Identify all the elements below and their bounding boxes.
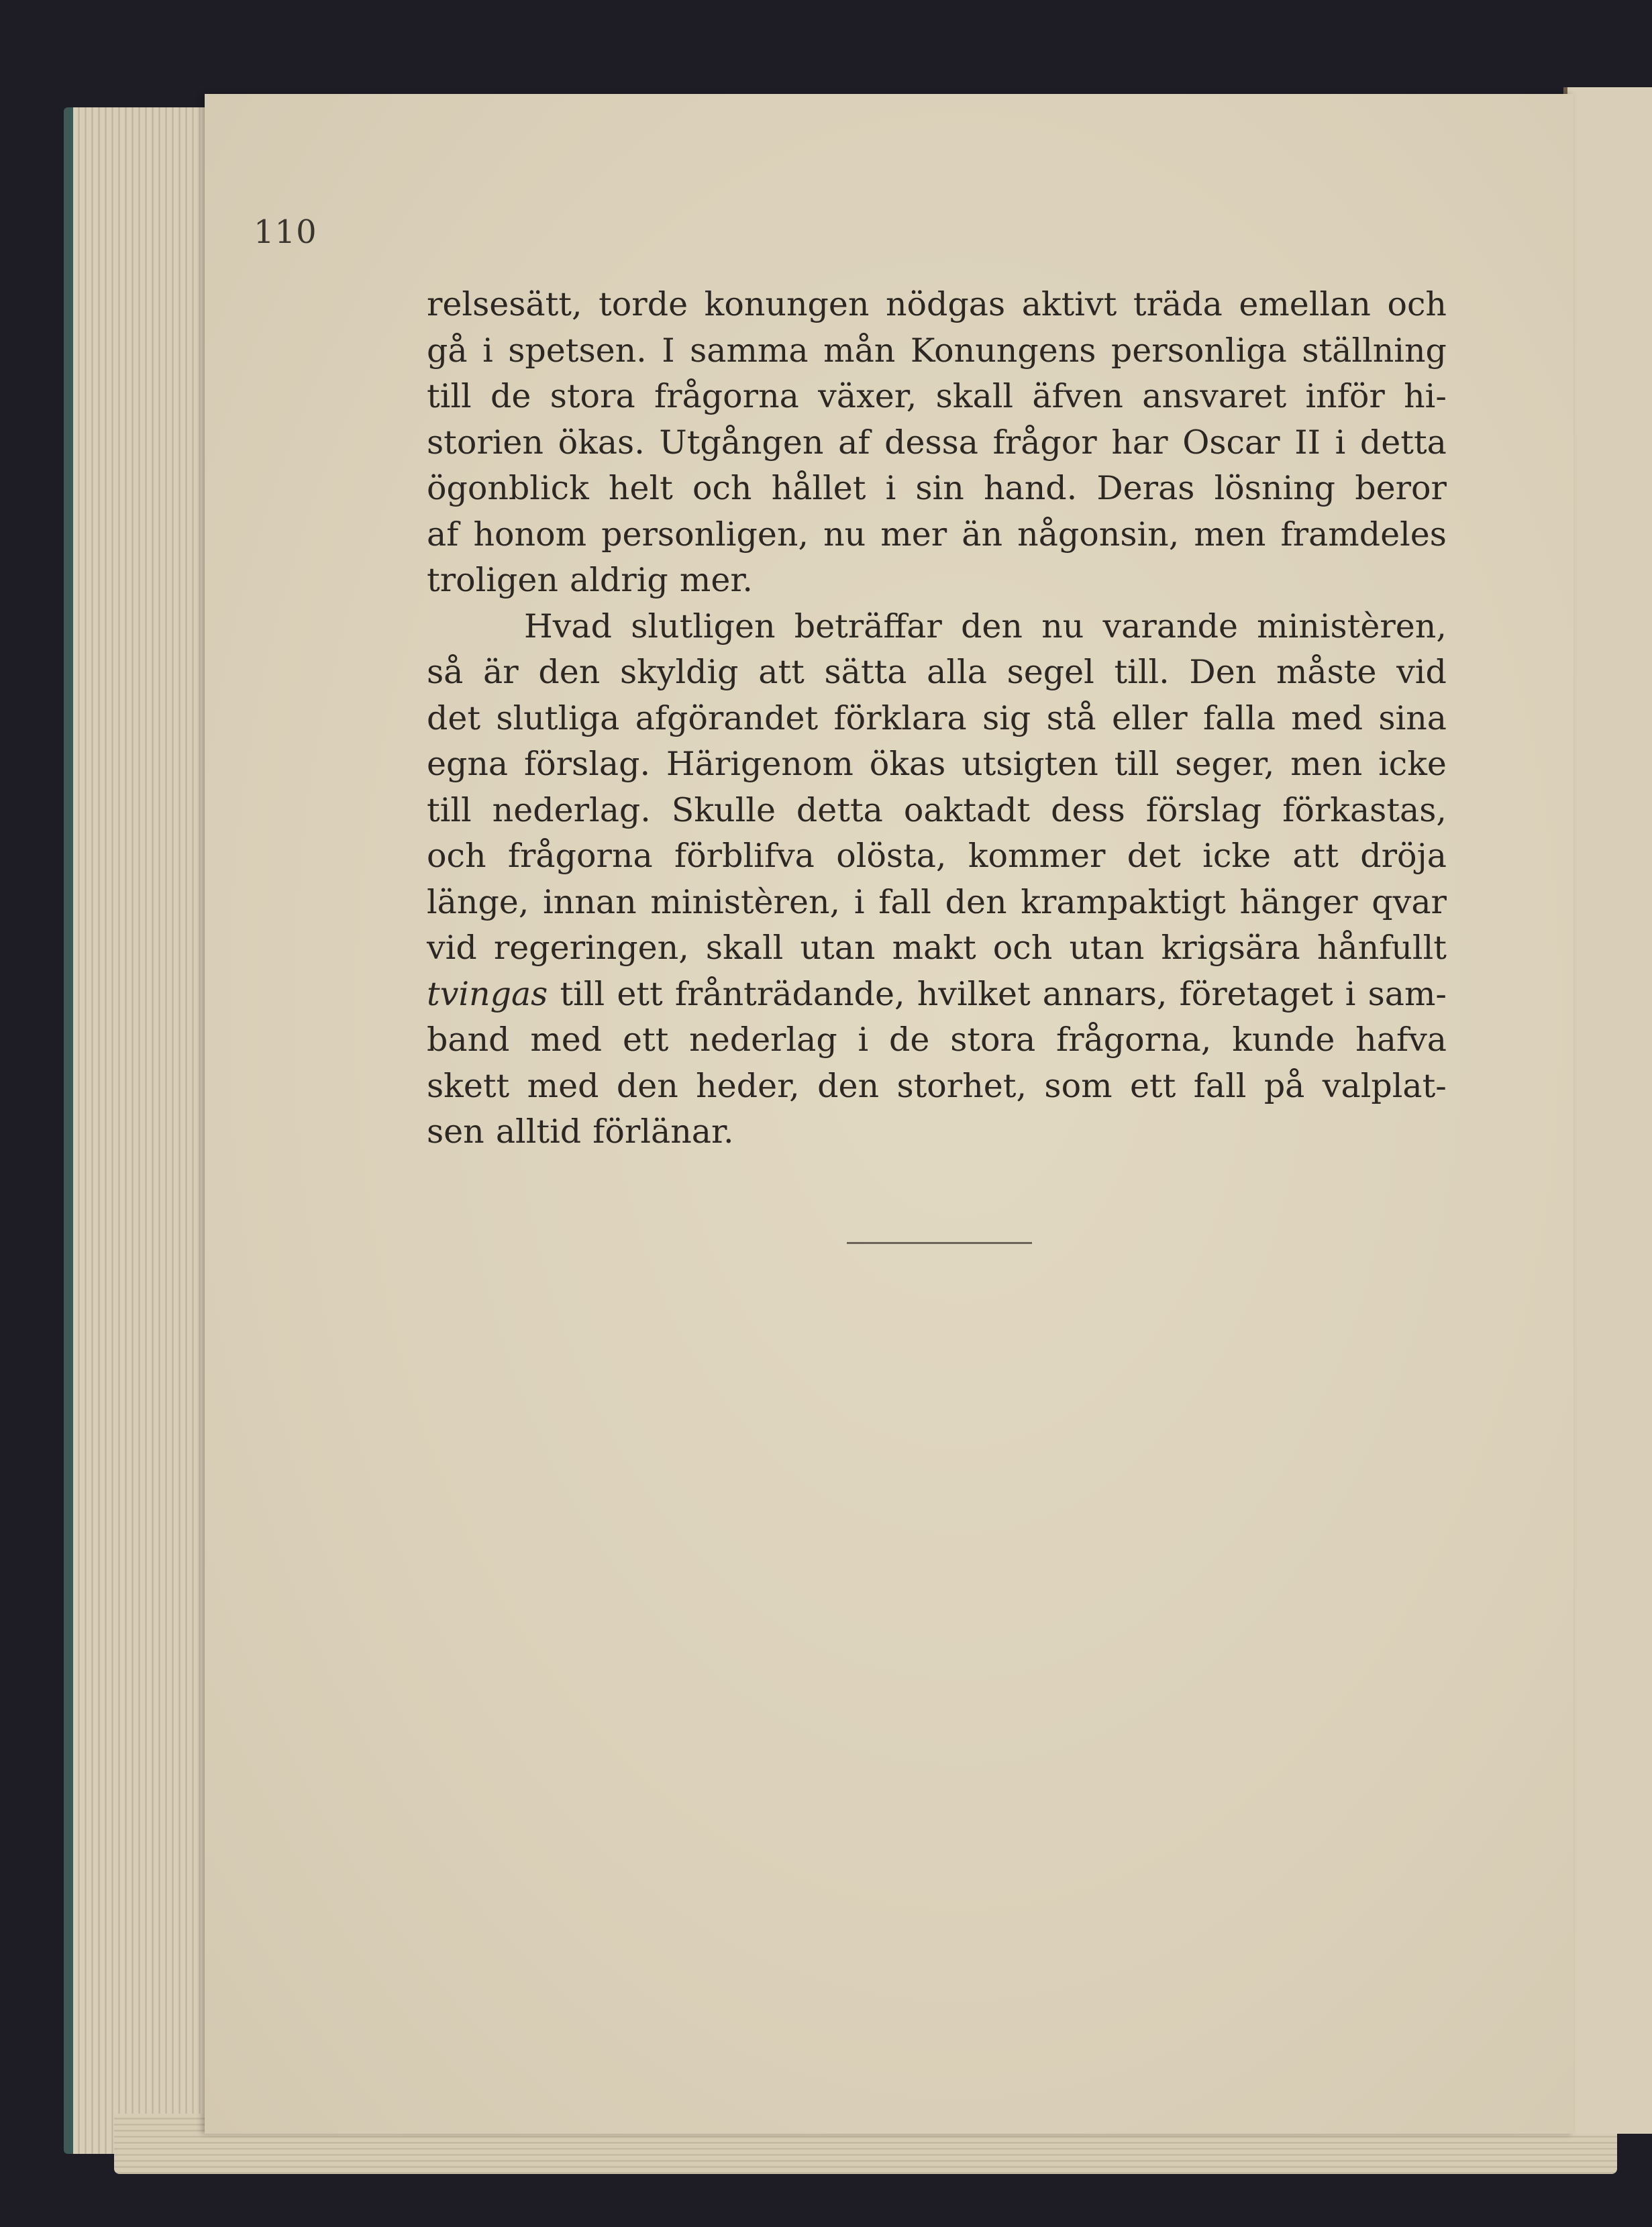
body-text	[427, 282, 1447, 1155]
text-line	[427, 696, 1447, 742]
word: de	[491, 377, 531, 415]
text-line	[427, 833, 1447, 880]
word: II	[1294, 423, 1321, 462]
word: af	[838, 423, 870, 462]
word: makt	[892, 929, 976, 967]
word: i	[854, 882, 865, 921]
word: att	[758, 653, 805, 691]
word: de	[889, 1021, 930, 1059]
text-line	[427, 972, 1447, 1018]
word: och	[692, 469, 752, 507]
word: frånträdande,	[674, 974, 905, 1013]
word: ett	[617, 974, 663, 1013]
word: med	[530, 1021, 603, 1059]
word: men	[1290, 745, 1363, 783]
book-page-edges	[64, 107, 227, 2154]
text-line	[427, 604, 1447, 650]
text-line	[427, 1017, 1447, 1064]
text-line	[427, 558, 1447, 604]
word: den	[616, 1066, 678, 1105]
page-number: 110	[254, 213, 317, 251]
text-line	[427, 741, 1447, 788]
word: Härigenom	[666, 745, 854, 783]
word: ögonblick	[427, 469, 589, 507]
word: alltid	[495, 1112, 582, 1151]
word: sam-	[1367, 974, 1447, 1013]
word: emellan	[1239, 285, 1371, 323]
word: varande	[1102, 607, 1238, 645]
word: afgörandet	[635, 698, 819, 737]
word: hand.	[983, 469, 1078, 507]
word: hi-	[1404, 377, 1447, 415]
word: skall	[935, 377, 1014, 415]
word: personligen,	[601, 515, 809, 554]
word: regeringen,	[493, 929, 689, 967]
word: som	[1044, 1066, 1113, 1105]
word: tvingas	[427, 974, 548, 1013]
facing-page-edge	[1563, 87, 1652, 2134]
word: förkastas,	[1282, 790, 1447, 829]
word: förlänar.	[592, 1112, 734, 1151]
word: i	[858, 1021, 869, 1059]
word: personliga	[1111, 331, 1287, 370]
word: Oscar	[1182, 423, 1280, 462]
word: växer,	[818, 377, 917, 415]
word: krigsära	[1161, 929, 1300, 967]
word: så	[427, 653, 464, 691]
word: dess	[1051, 790, 1125, 829]
word: fall	[878, 882, 931, 921]
word: Deras	[1096, 469, 1195, 507]
word: äfven	[1032, 377, 1123, 415]
word: Utgången	[659, 423, 824, 462]
word: hånfullt	[1317, 929, 1447, 967]
text-line	[427, 466, 1447, 512]
word: den	[945, 882, 1007, 921]
word: innan	[543, 882, 637, 921]
word: detta	[796, 790, 883, 829]
word: vid	[1396, 653, 1447, 691]
word: förslag	[1145, 790, 1262, 829]
text-line	[427, 650, 1447, 696]
word: den	[817, 1066, 880, 1105]
word: sen	[427, 1112, 484, 1151]
word: helt	[608, 469, 673, 507]
word: mer	[880, 515, 947, 554]
word: företaget	[1179, 974, 1333, 1013]
word: konungen	[704, 285, 870, 323]
word: har	[1111, 423, 1168, 462]
word: det	[427, 698, 481, 737]
word: med	[527, 1066, 599, 1105]
word: Den	[1189, 653, 1257, 691]
text-line	[427, 282, 1447, 328]
word: storhet,	[896, 1066, 1027, 1105]
word: dröja	[1360, 837, 1447, 875]
word: fall	[1193, 1066, 1247, 1105]
word: annars,	[1042, 974, 1168, 1013]
text-line	[427, 328, 1447, 374]
word: inför	[1305, 377, 1385, 415]
word: eller	[1111, 698, 1188, 737]
word: gå	[427, 331, 468, 370]
word: sätta	[824, 653, 907, 691]
word: hänger	[1239, 882, 1358, 921]
word: utan	[800, 929, 876, 967]
word: nu	[1041, 607, 1084, 645]
word: sig	[982, 698, 1031, 737]
word: men	[1194, 515, 1266, 554]
word: någonsin,	[1017, 515, 1180, 554]
word: storien	[427, 423, 544, 462]
word: nu	[823, 515, 866, 554]
text-line	[427, 788, 1447, 834]
word: slutliga	[496, 698, 620, 737]
word: lösning	[1214, 469, 1336, 507]
word: förslag.	[524, 745, 651, 783]
word: än	[962, 515, 1003, 554]
word: band	[427, 1021, 510, 1059]
word: icke	[1202, 837, 1271, 875]
word: hvilket	[917, 974, 1031, 1013]
word: sin	[915, 469, 964, 507]
word: frågorna	[507, 837, 653, 875]
word: aldrig	[570, 561, 668, 599]
word: qvar	[1372, 882, 1447, 921]
word: skett	[427, 1066, 510, 1105]
word: icke	[1378, 745, 1447, 783]
word: måste	[1276, 653, 1377, 691]
word: till	[427, 377, 472, 415]
word: nederlag.	[492, 790, 651, 829]
word: att	[1292, 837, 1339, 875]
word: segel	[1006, 653, 1094, 691]
word: ökas	[869, 745, 946, 783]
word: den	[961, 607, 1023, 645]
word: hafva	[1355, 1021, 1447, 1059]
word: detta	[1359, 423, 1447, 462]
word: framdeles	[1280, 515, 1447, 554]
word: beror	[1355, 469, 1447, 507]
text-line	[427, 880, 1447, 926]
word: oaktadt	[903, 790, 1031, 829]
word: förblifva	[674, 837, 815, 875]
word: dessa	[884, 423, 978, 462]
word: i	[1335, 423, 1346, 462]
word: och	[992, 929, 1053, 967]
word: mån	[823, 331, 896, 370]
word: till	[427, 790, 472, 829]
word: af	[427, 515, 459, 554]
word: egna	[427, 745, 509, 783]
word: relsesätt,	[427, 285, 582, 323]
word: till	[1114, 745, 1159, 783]
word: ett	[622, 1021, 669, 1059]
word: hållet	[771, 469, 866, 507]
word: Hvad	[524, 607, 612, 645]
word: nederlag	[689, 1021, 837, 1059]
word: honom	[473, 515, 587, 554]
word: stå	[1046, 698, 1096, 737]
text-line	[427, 1109, 1447, 1155]
word: och	[1387, 285, 1447, 323]
word: I	[662, 331, 675, 370]
word: det	[1127, 837, 1181, 875]
word: den	[538, 653, 601, 691]
text-line	[427, 512, 1447, 558]
word: förklara	[833, 698, 967, 737]
word: vid	[427, 929, 477, 967]
text-line	[427, 420, 1447, 466]
word: mer.	[679, 561, 753, 599]
word: skyldig	[619, 653, 739, 691]
word: stora	[550, 377, 635, 415]
text-line	[427, 925, 1447, 972]
word: i	[482, 331, 493, 370]
word: beträffar	[794, 607, 942, 645]
word: till	[560, 974, 605, 1013]
word: samma	[690, 331, 809, 370]
word: Skulle	[671, 790, 776, 829]
word: valplat-	[1322, 1066, 1447, 1105]
word: i	[885, 469, 896, 507]
word: träda	[1133, 285, 1223, 323]
word: och	[427, 837, 486, 875]
word: kommer	[968, 837, 1106, 875]
word: ministèren,	[650, 882, 841, 921]
word: frågorna,	[1055, 1021, 1212, 1059]
word: med	[1291, 698, 1363, 737]
word: nödgas	[885, 285, 1006, 323]
word: olösta,	[836, 837, 947, 875]
word: frågorna	[654, 377, 799, 415]
word: ökas.	[558, 423, 645, 462]
word: slutligen	[631, 607, 776, 645]
word: i	[1345, 974, 1356, 1013]
word: seger,	[1175, 745, 1275, 783]
word: ett	[1129, 1066, 1176, 1105]
word: skall	[705, 929, 784, 967]
word: kunde	[1232, 1021, 1335, 1059]
word: falla	[1203, 698, 1276, 737]
word: torde	[599, 285, 688, 323]
text-line	[427, 1064, 1447, 1110]
word: krampaktigt	[1021, 882, 1226, 921]
word: troligen	[427, 561, 558, 599]
word: spetsen.	[508, 331, 647, 370]
word: alla	[927, 653, 987, 691]
word: sina	[1378, 698, 1447, 737]
word: utsigten	[962, 745, 1098, 783]
word: frågor	[992, 423, 1097, 462]
word: utan	[1069, 929, 1145, 967]
word: är	[483, 653, 519, 691]
word: länge,	[427, 882, 529, 921]
word: ministèren,	[1257, 607, 1447, 645]
word: stora	[950, 1021, 1036, 1059]
word: heder,	[696, 1066, 800, 1105]
word: på	[1263, 1066, 1305, 1105]
word: aktivt	[1021, 285, 1117, 323]
word: ställning	[1302, 331, 1447, 370]
word: Konungens	[910, 331, 1096, 370]
section-divider	[847, 1242, 1032, 1244]
word: ansvaret	[1142, 377, 1287, 415]
word: till.	[1114, 653, 1170, 691]
text-line	[427, 374, 1447, 420]
